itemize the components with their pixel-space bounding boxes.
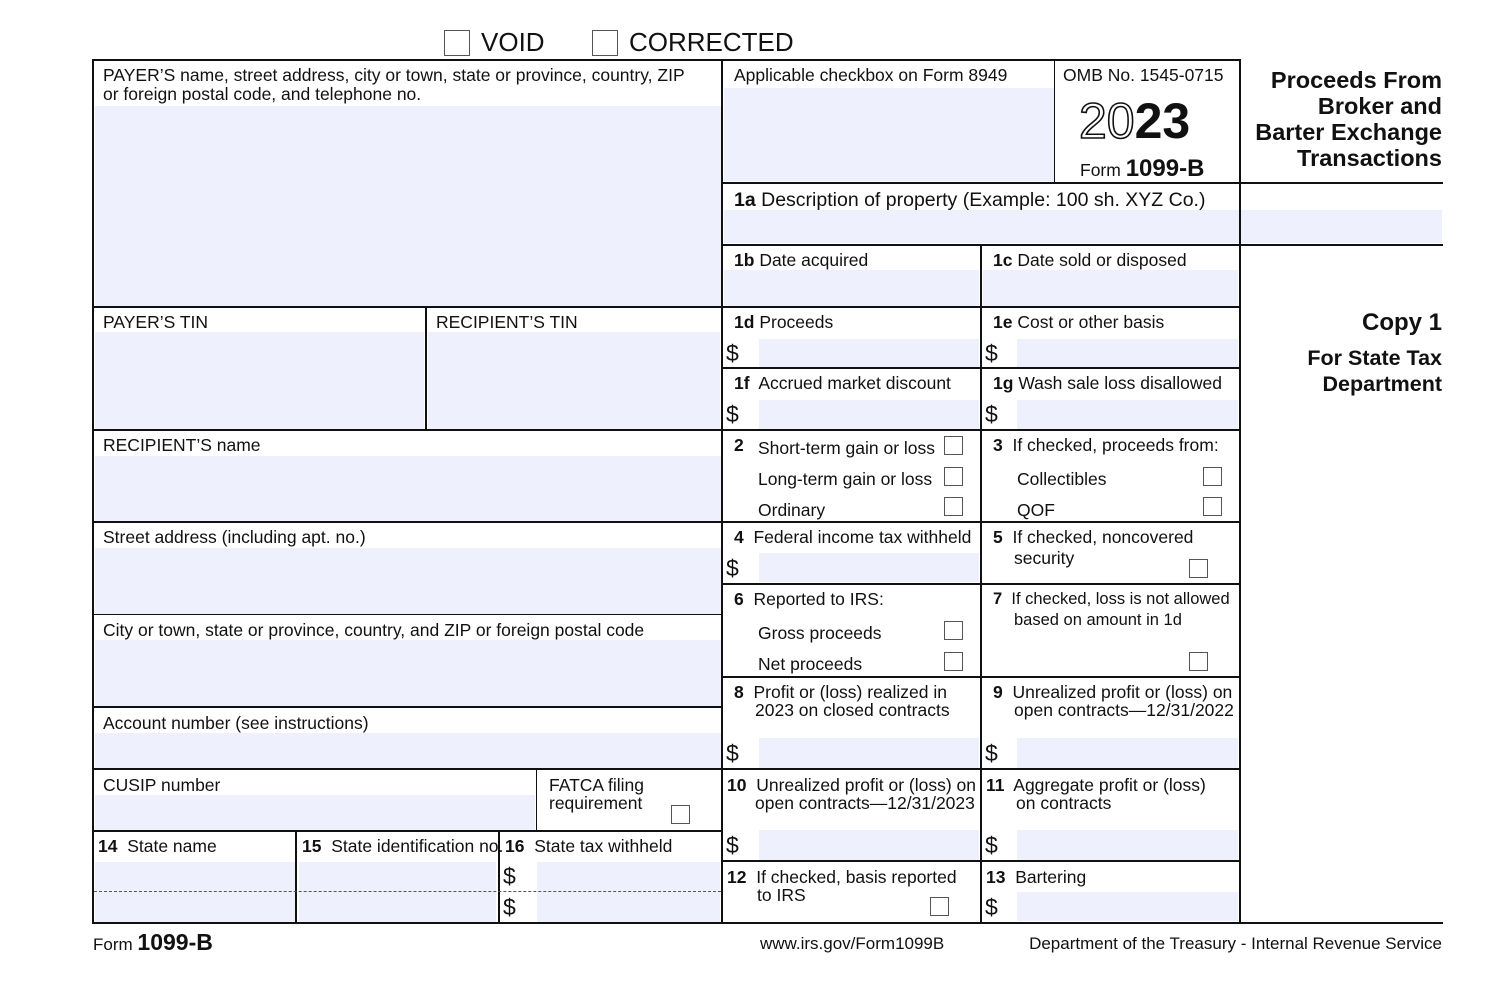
city-input[interactable] <box>95 640 721 706</box>
rule-860 <box>721 860 1240 862</box>
box-10-input[interactable] <box>759 830 979 860</box>
box-1b-label: 1b Date acquired <box>734 250 869 270</box>
box-1e-input[interactable] <box>1017 339 1238 367</box>
form-8949-checkbox-input[interactable] <box>724 88 1054 181</box>
dollar-sign-9: $ <box>985 740 998 766</box>
box-9-label-line2: open contracts—12/31/2022 <box>1014 700 1234 720</box>
recipient-name-input[interactable] <box>95 456 721 521</box>
form-title-line4: Transactions <box>1297 145 1442 171</box>
dollar-sign-1g: $ <box>985 401 998 427</box>
box-14-label: 14 State name <box>98 836 217 856</box>
fatca-label: FATCA filing <box>549 775 644 795</box>
box-2-ordinary-label: Ordinary <box>758 500 826 520</box>
short-term-checkbox[interactable] <box>944 436 963 455</box>
rule-429 <box>92 429 1240 431</box>
state-id-input[interactable] <box>299 862 496 922</box>
rule-706 <box>92 706 722 708</box>
account-number-label: Account number (see instructions) <box>103 713 369 733</box>
recipient-name-label: RECIPIENT’S name <box>103 435 261 455</box>
rule-830 <box>92 830 722 832</box>
box-1c-label: 1c Date sold or disposed <box>993 250 1187 270</box>
rule-614 <box>92 614 722 615</box>
copy-subtitle-line1: For State Tax <box>1307 346 1442 370</box>
gross-proceeds-label: Gross proceeds <box>758 623 882 643</box>
rule-583 <box>721 583 1240 585</box>
dollar-sign-16b: $ <box>503 894 516 920</box>
box-2-short-label: Short-term gain or loss <box>758 438 936 458</box>
recipient-tin-label: RECIPIENT’S TIN <box>436 312 578 332</box>
state-tax-withheld-input[interactable] <box>537 862 720 922</box>
cusip-label: CUSIP number <box>103 775 221 795</box>
basis-reported-checkbox[interactable] <box>930 897 949 916</box>
box-13-input[interactable] <box>1017 892 1238 921</box>
rule-521 <box>92 521 1240 523</box>
box-5-label: 5 If checked, noncovered <box>993 527 1194 547</box>
box-7-label: 7 If checked, loss is not allowed <box>993 590 1230 608</box>
box-2-number: 2 <box>734 435 744 455</box>
box-3-label: 3 If checked, proceeds from: <box>993 435 1219 455</box>
form-title-line1: Proceeds From <box>1270 67 1442 93</box>
box-11-label-line2: on contracts <box>1016 793 1112 813</box>
box-5-label-line2: security <box>1014 548 1075 568</box>
ordinary-checkbox[interactable] <box>944 497 963 516</box>
box-8-label-line2: 2023 on closed contracts <box>755 700 950 720</box>
loss-not-allowed-checkbox[interactable] <box>1189 652 1208 671</box>
footer-department: Department of the Treasury - Internal Revenue Service <box>1029 934 1442 953</box>
dollar-sign-8: $ <box>726 740 739 766</box>
state-name-input[interactable] <box>95 862 295 922</box>
form-8949-label: Applicable checkbox on Form 8949 <box>734 65 1008 85</box>
qof-label: QOF <box>1017 500 1055 520</box>
box-16-label: 16 State tax withheld <box>505 836 673 856</box>
city-label: City or town, state or province, country, and ZIP or foreign postal code <box>103 620 645 640</box>
collectibles-checkbox[interactable] <box>1203 467 1222 486</box>
form-title-line2: Broker and <box>1317 93 1442 119</box>
rule-676 <box>721 676 1240 678</box>
collectibles-label: Collectibles <box>1017 469 1107 489</box>
box-1f-label: 1f Accrued market discount <box>734 373 951 393</box>
dollar-sign-13: $ <box>985 894 998 920</box>
void-checkbox[interactable] <box>444 30 470 56</box>
long-term-checkbox[interactable] <box>944 467 963 486</box>
form-title-line3: Barter Exchange <box>1255 119 1442 145</box>
box-4-input[interactable] <box>759 553 979 582</box>
box-1c-input[interactable] <box>983 270 1238 306</box>
qof-checkbox[interactable] <box>1203 497 1222 516</box>
rule-306 <box>92 306 1240 308</box>
footer-url[interactable]: www.irs.gov/Form1099B <box>760 934 945 953</box>
rule-367 <box>721 367 1240 369</box>
box-1d-label: 1d Proceeds <box>734 312 834 332</box>
payer-name-input[interactable] <box>95 106 721 306</box>
payer-tin-label: PAYER’S TIN <box>103 312 209 332</box>
box-13-label: 13 Bartering <box>986 867 1087 887</box>
omb-number: OMB No. 1545-0715 <box>1063 65 1224 85</box>
dollar-sign-1d: $ <box>726 340 739 366</box>
box-4-label: 4 Federal income tax withheld <box>734 527 972 547</box>
street-address-input[interactable] <box>95 548 721 614</box>
rule-1a-bottom <box>721 244 1443 246</box>
box-1d-input[interactable] <box>759 339 979 367</box>
dollar-sign-1e: $ <box>985 340 998 366</box>
divider-tin <box>425 306 427 430</box>
box-1e-label: 1e Cost or other basis <box>993 312 1165 332</box>
divider-omb <box>1054 59 1055 183</box>
copy-subtitle-line2: Department <box>1322 372 1442 396</box>
net-proceeds-checkbox[interactable] <box>944 652 963 671</box>
payer-name-label-line2: or foreign postal code, and telephone no. <box>103 84 422 104</box>
fatca-checkbox[interactable] <box>671 805 690 824</box>
omb-form-number: Form 1099-B <box>1080 155 1205 182</box>
box-8-input[interactable] <box>759 738 979 768</box>
noncovered-checkbox[interactable] <box>1189 559 1208 578</box>
net-proceeds-label: Net proceeds <box>758 654 863 674</box>
left-border <box>92 59 94 924</box>
rule-768 <box>92 768 1240 770</box>
box-7-label-line2: based on amount in 1d <box>1014 611 1182 629</box>
state-dashed-rule <box>94 891 721 892</box>
top-border <box>92 59 1240 61</box>
box-1f-input[interactable] <box>759 400 979 429</box>
box-1a-input[interactable] <box>724 210 1442 243</box>
payer-name-label: PAYER’S name, street address, city or town, state or province, country, ZIP <box>103 65 685 85</box>
dollar-sign-1f: $ <box>726 401 739 427</box>
street-address-label: Street address (including apt. no.) <box>103 527 366 547</box>
corrected-checkbox[interactable] <box>592 30 618 56</box>
box-8-label: 8 Profit or (loss) realized in <box>734 682 948 702</box>
box-2-long-label: Long-term gain or loss <box>758 469 933 489</box>
void-label: VOID <box>481 27 545 57</box>
tax-year: 2023 <box>1079 93 1191 149</box>
gross-proceeds-checkbox[interactable] <box>944 621 963 640</box>
box-15-label: 15 State identification no. <box>302 836 504 856</box>
box-12-label-line2: to IRS <box>757 885 806 905</box>
box-11-input[interactable] <box>1017 830 1238 860</box>
box-6-label: 6 Reported to IRS: <box>734 589 884 609</box>
dollar-sign-11: $ <box>985 832 998 858</box>
box-1a-label: 1a Description of property (Example: 100 sh. XYZ Co.) <box>734 189 1206 211</box>
box-12-label: 12 If checked, basis reported <box>727 867 957 887</box>
corrected-label: CORRECTED <box>629 27 794 57</box>
copy-title: Copy 1 <box>1361 309 1442 336</box>
divider-right <box>1239 59 1241 924</box>
box-1g-label: 1g Wash sale loss disallowed <box>993 373 1222 393</box>
account-number-input[interactable] <box>95 733 721 768</box>
footer-form-id: Form 1099-B <box>93 929 213 955</box>
fatca-label-line2: requirement <box>549 793 643 813</box>
dollar-sign-4: $ <box>726 555 739 581</box>
box-1g-input[interactable] <box>1017 400 1238 429</box>
box-9-label: 9 Unrealized profit or (loss) on <box>993 682 1233 702</box>
divider-fatca <box>536 768 537 830</box>
box-10-label-line2: open contracts—12/31/2023 <box>755 793 975 813</box>
cusip-input[interactable] <box>95 795 535 830</box>
divider-14-15 <box>295 830 297 923</box>
dollar-sign-16a: $ <box>503 863 516 889</box>
box-1b-input[interactable] <box>724 270 979 306</box>
box-9-input[interactable] <box>1017 738 1238 768</box>
box-11-label: 11 Aggregate profit or (loss) <box>986 775 1206 795</box>
recipient-tin-input[interactable] <box>428 332 720 429</box>
box-10-label: 10 Unrealized profit or (loss) on <box>727 775 977 795</box>
dollar-sign-10: $ <box>726 832 739 858</box>
divider-main <box>721 59 723 924</box>
payer-tin-input[interactable] <box>95 332 424 429</box>
